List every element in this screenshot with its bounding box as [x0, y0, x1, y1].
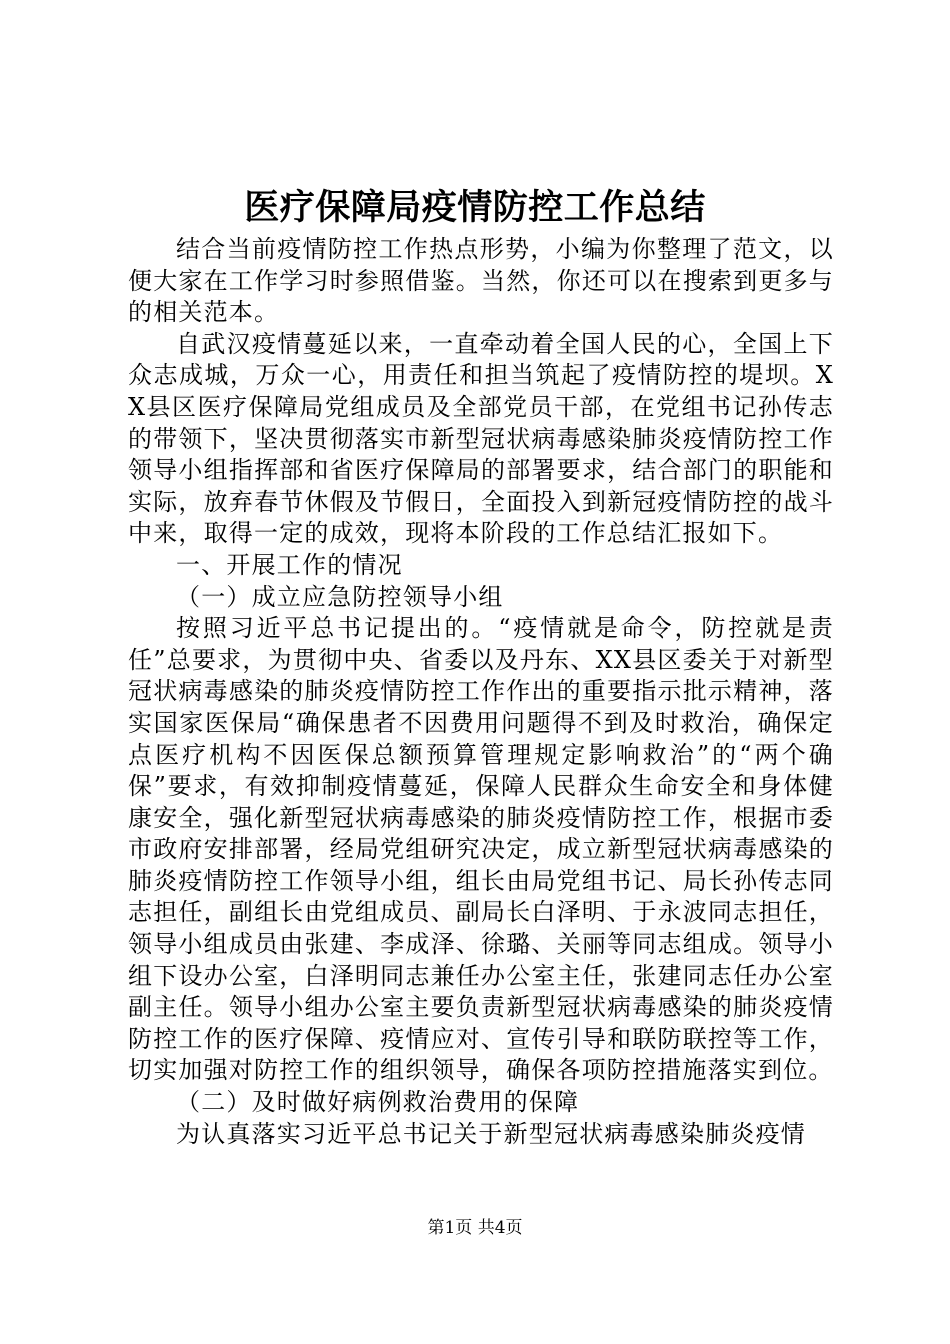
intro-paragraph: 结合当前疫情防控工作热点形势，小编为你整理了范文，以便大家在工作学习时参照借鉴。当然，你还可以在搜索到更多与的相关范本。: [128, 235, 834, 327]
subsection-heading-2: （二）及时做好病例救治费用的保障: [176, 1088, 580, 1117]
document-title: 医疗保障局疫情防控工作总结: [244, 187, 706, 228]
overview-paragraph: 自武汉疫情蔓延以来，一直牵动着全国人民的心，全国上下众志成城，万众一心，用责任和担当筑起了疫情防控的堤坝。XX县区医疗保障局党组成员及全部党员干部，在党组书记孙传志的带领下，坚决贯彻落实市新型冠状病毒感染肺炎疫情防控工作领导小组指挥部和省医疗保障局的部署要求，结合部门的职能和实际，放弃春节休假及节假日，全面投入到新冠疫情防控的战斗中来，取得一定的成效，现将本阶段的工作总结汇报如下。: [128, 329, 834, 548]
document-body: [128, 234, 834, 1150]
subsection-2-paragraph: 为认真落实习近平总书记关于新型冠状病毒感染肺炎疫情: [176, 1119, 806, 1148]
subsection-1-paragraph: 按照习近平总书记提出的。“疫情就是命令，防控就是责任”总要求，为贯彻中央、省委以及丹东、XX县区委关于对新型冠状病毒感染的肺炎疫情防控工作作出的重要指示批示精神，落实国家医保局“确保患者不因费用问题得不到及时救治，确保定点医疗机构不因医保总额预算管理规定影响救治”的“两个确保”要求，有效抑制疫情蔓延，保障人民群众生命安全和身体健康安全，强化新型冠状病毒感染的肺炎疫情防控工作，根据市委市政府安排部署，经局党组研究决定，成立新型冠状病毒感染的肺炎疫情防控工作领导小组，组长由局党组书记、局长孙传志同志担任，副组长由党组成员、副局长白泽明、于永波同志担任，领导小组成员由张建、李成泽、徐璐、关丽等同志组成。领导小组下设办公室，白泽明同志兼任办公室主任，张建同志任办公室副主任。领导小组办公室主要负责新型冠状病毒感染的肺炎疫情防控工作的医疗保障、疫情应对、宣传引导和联防联控等工作，切实加强对防控工作的组织领导，确保各项防控措施落实到位。: [128, 614, 834, 1085]
subsection-heading-1: （一）成立应急防控领导小组: [176, 582, 504, 611]
page-footer: 第1页 共4页: [427, 1218, 523, 1238]
section-heading: 一、开展工作的情况: [176, 550, 403, 579]
